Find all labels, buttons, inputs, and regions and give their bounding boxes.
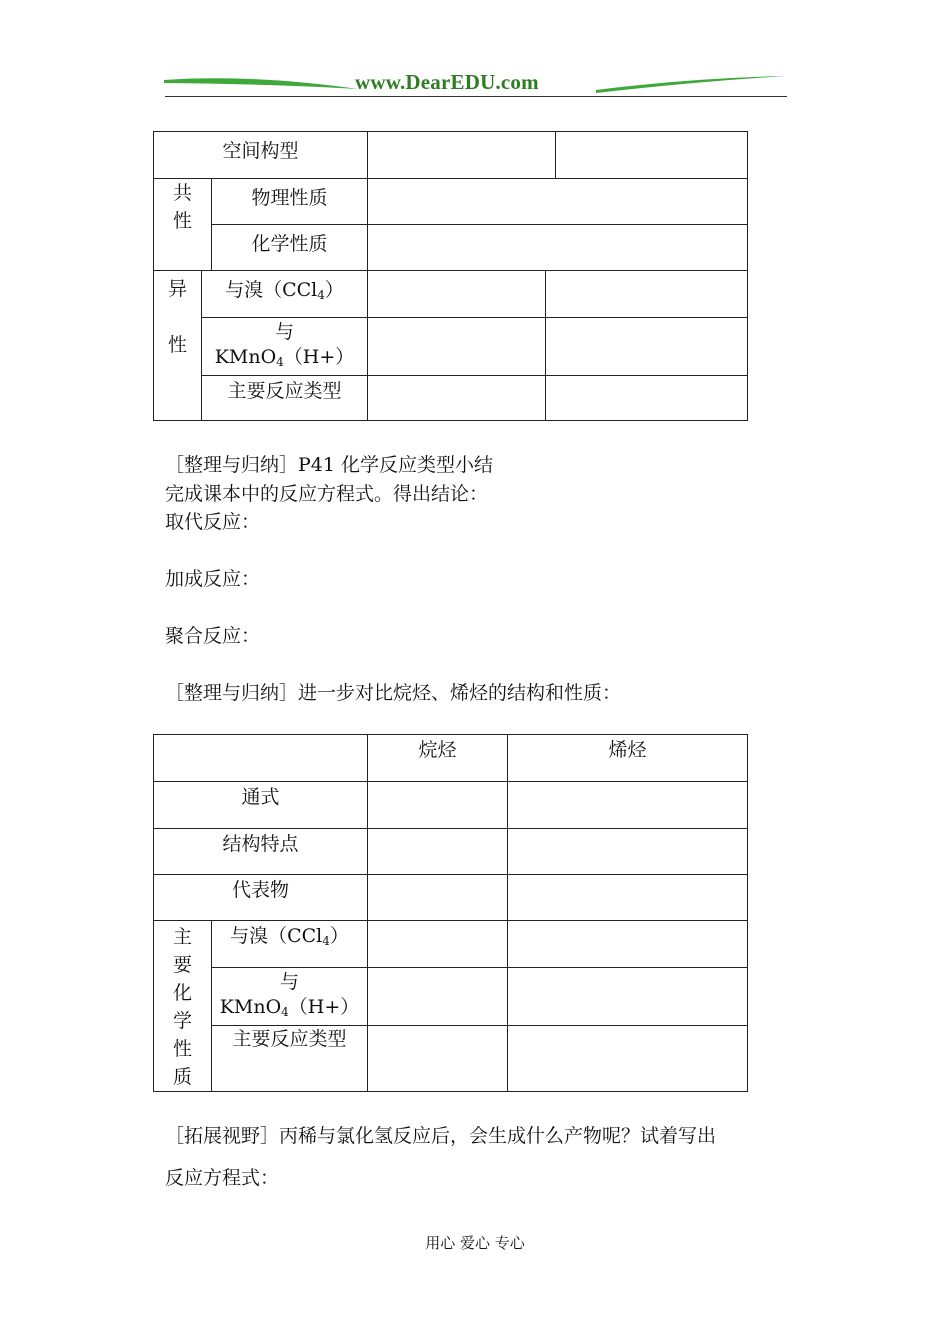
- table-properties-summary: [153, 131, 748, 421]
- table1-diff-top: 异: [167, 278, 187, 300]
- section1-heading: ［整理与归纳］P41 化学反应类型小结: [165, 454, 494, 476]
- table2-col-alkane: 烷烃: [368, 735, 508, 782]
- table1-cell[interactable]: [546, 271, 748, 318]
- table1-cell[interactable]: [556, 132, 748, 179]
- logo-swoosh-right-icon: [592, 72, 788, 98]
- table2-cell[interactable]: [508, 968, 748, 1026]
- table1-diff-bottom: 性: [167, 334, 187, 356]
- table1-cell[interactable]: [368, 376, 546, 421]
- table1-spatial-label: 空间构型: [154, 132, 368, 179]
- table2-cell[interactable]: [508, 875, 748, 921]
- table2-cell[interactable]: [368, 782, 508, 829]
- table2-cell[interactable]: [508, 829, 748, 875]
- polymerization-label: 聚合反应：: [165, 625, 261, 647]
- table2-cell[interactable]: [368, 829, 508, 875]
- table2-representative-label: 代表物: [154, 875, 368, 921]
- table1-common-label: 共性: [154, 179, 212, 271]
- addition-label: 加成反应：: [165, 568, 261, 590]
- table1-kmno4-label: 与 KMnO$_4$（H+）: [202, 318, 368, 376]
- table2-cell[interactable]: [508, 1026, 748, 1092]
- page-footer: 用心 爱心 专心: [425, 1234, 525, 1252]
- table1-bromine-label: 与溴（CCl$_4$）: [202, 271, 368, 318]
- table1-reaction-type-label: 主要反应类型: [202, 376, 368, 421]
- section1-instruction: 完成课本中的反应方程式。得出结论：: [165, 483, 489, 505]
- substitution-label: 取代反应：: [165, 511, 261, 533]
- header-rule: [165, 96, 787, 97]
- table1-cell[interactable]: [546, 318, 748, 376]
- section2-heading: ［整理与归纳］进一步对比烷烃、烯烃的结构和性质：: [165, 682, 622, 704]
- table2-cell[interactable]: [508, 782, 748, 829]
- table2-col-alkene: 烯烃: [508, 735, 748, 782]
- table2-corner-cell: [154, 735, 368, 782]
- table1-cell[interactable]: [368, 179, 748, 225]
- table2-structure-label: 结构特点: [154, 829, 368, 875]
- table2-formula-label: 通式: [154, 782, 368, 829]
- table2-cell[interactable]: [508, 921, 748, 968]
- table1-cell[interactable]: [368, 271, 546, 318]
- table2-kmno4-label: 与 KMnO$_4$（H+）: [212, 968, 368, 1026]
- section3-line1: ［拓展视野］丙稀与氯化氢反应后，会生成什么产物呢？试着写出: [165, 1125, 717, 1147]
- table1-cell[interactable]: [368, 225, 748, 271]
- table-alkane-alkene-comparison: [153, 734, 748, 1092]
- table1-cell[interactable]: [546, 376, 748, 421]
- table2-cell[interactable]: [368, 921, 508, 968]
- table2-bromine-label: 与溴（CCl$_4$）: [212, 921, 368, 968]
- section3-line2: 反应方程式：: [165, 1167, 280, 1189]
- table2-chem-properties-label: 主 要 化 学 性 质: [154, 921, 212, 1092]
- table2-cell[interactable]: [368, 968, 508, 1026]
- table1-cell[interactable]: [368, 318, 546, 376]
- table1-cell[interactable]: [368, 132, 556, 179]
- table2-reaction-type-label: 主要反应类型: [212, 1026, 368, 1092]
- table2-cell[interactable]: [368, 1026, 508, 1092]
- table1-physical-label: 物理性质: [212, 179, 368, 225]
- table1-diff-label: [154, 271, 202, 421]
- table1-chemical-label: 化学性质: [212, 225, 368, 271]
- logo-text: www.DearEDU.com: [355, 70, 539, 94]
- table2-cell[interactable]: [368, 875, 508, 921]
- logo-swoosh-left-icon: [162, 72, 362, 98]
